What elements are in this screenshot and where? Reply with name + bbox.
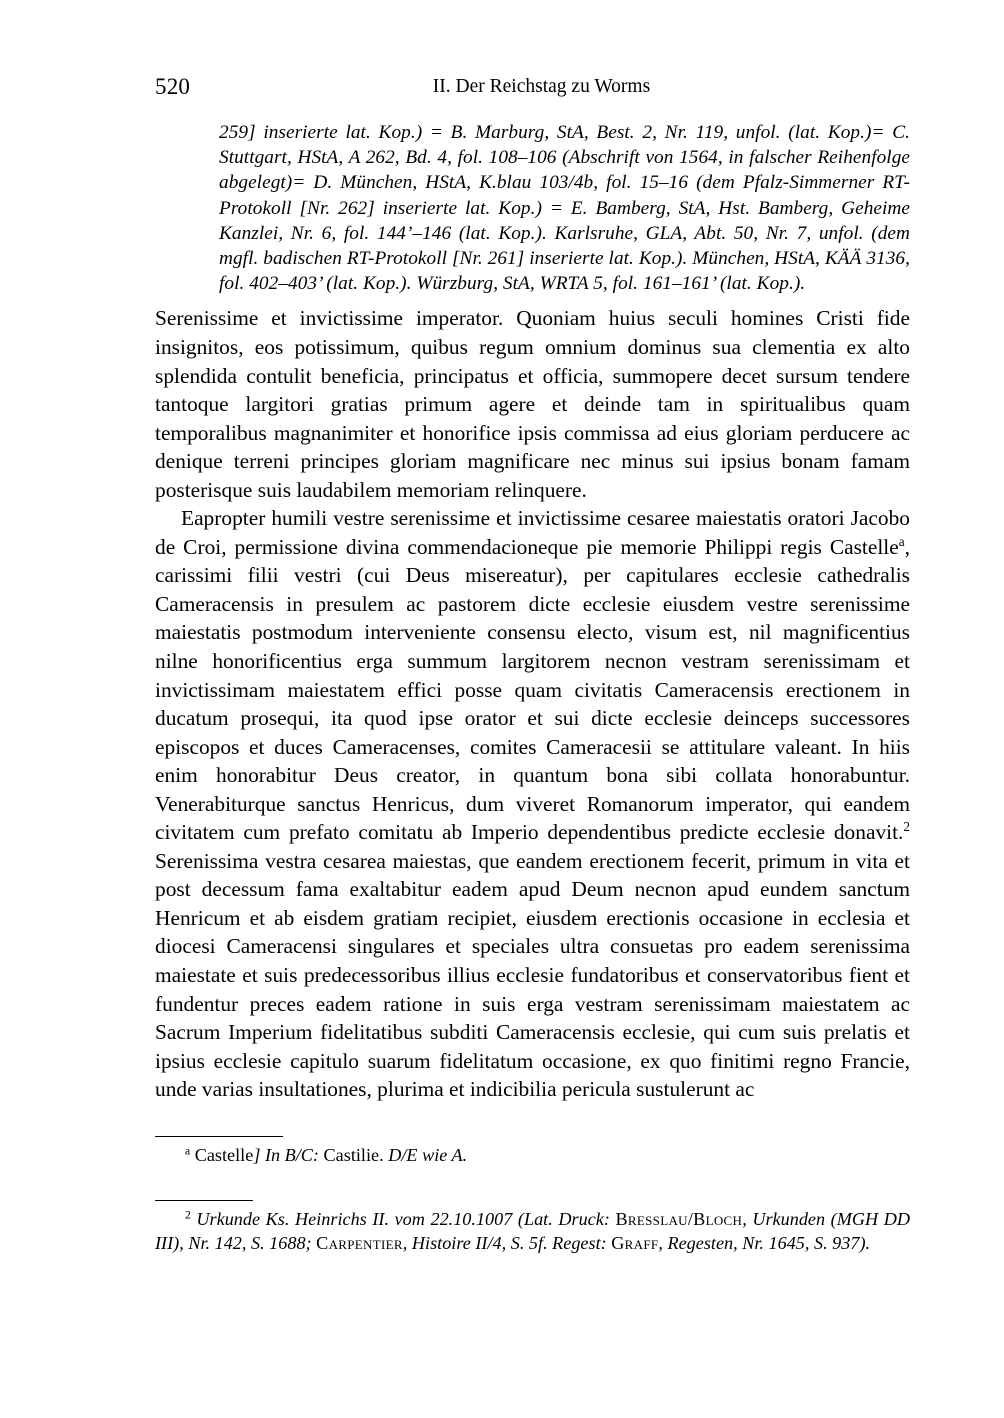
paragraph-eapropter-part-1: Eapropter humili vestre serenissime et invictissime cesaree maiestatis oratori Jacobo de Croi, permissione divina commendacioneque pie memorie Philippi regis Castelle [155, 506, 910, 559]
footnote-author-carpentier: Carpentier [316, 1232, 403, 1253]
variant-note-a [155, 1144, 910, 1168]
paragraph-serenissime: Serenissime et invictissime imperator. Quoniam huius seculi homines Cristi fide insignitos, eos potissimum, quibus regum omnium dominus sua clementia ex alto splendida contulit beneficia, principatus et officia, summopere decet sursum tendere tantoque largitori gratias primum agere et deinde tam in spiritualibus quam temporalibus magnanimiter et honorifice ipsis commissa ad eius gloriam perducere ac denique terreni principes gloriam magnificare nec minus sui ipsius bonam famam posterisque suis laudabilem memoriam relinquere. [155, 306, 910, 502]
footnote-segment-3: , Histoire II/4, S. 5f. Regest: [402, 1232, 607, 1253]
footnote-author-bresslau-bloch: Bresslau/Bloch [615, 1209, 743, 1229]
variant-note-lemma: Castelle [194, 1145, 254, 1165]
footnote-marker-2: 2 [903, 819, 910, 835]
paragraph-eapropter-part-2: , carissimi filii vestri (cui Deus misereatur), per capitulares ecclesie cathedralis Cameracensis in presulem ac pastorem dicte ecclesie eiusdem vestre serenissime maiestatis postmodum interveniente consensu electo, visum est, nil magnificentius nilne honorificentius erga summum largitorem necnon vestram serenissimam et invictissimam maiestatem effici posse quam civitatis Cameracensis erectionem in ducatum prosequi, ita quod ipse orator et sui dicte ecclesie deinceps successores episcopos et duces Cameracenses, comites Cameracesii se attitulare valeant. In hiis enim honorabitur Deus creator, in quantum bona sibi collata honorabuntur. Venerabiturque sanctus Henricus, dum viveret Romanorum imperator, qui eandem civitatem cum prefato comitatu ab Imperio dependentibus predicte ecclesie donavit. [155, 534, 910, 845]
variant-rule [155, 1136, 283, 1137]
running-title: II. Der Reichstag zu Worms [432, 76, 651, 97]
running-head [155, 74, 910, 100]
footnote-rule [155, 1200, 253, 1201]
footnote-author-graff: Graff [611, 1232, 659, 1253]
text-column [155, 120, 910, 1104]
variant-note-marker: a [185, 1144, 191, 1158]
footnote-segment-2: , Urkunden (MGH DD III), Nr. 142, S. 1688; [155, 1209, 911, 1253]
footnote-2 [155, 1208, 910, 1255]
footnote-segment-1: Urkunde Ks. Heinrichs II. vom 22.10.1007 (Lat. Druck: [196, 1209, 610, 1229]
footnote-segment-4: , Regesten, Nr. 1645, S. 937). [658, 1232, 871, 1253]
footnote-note-marker: 2 [185, 1208, 191, 1222]
variant-note-reading: Castilie. [323, 1145, 384, 1165]
variant-note-bracket: ] [253, 1145, 261, 1165]
page-number: 520 [155, 74, 191, 99]
paragraph-eapropter-part-3: Serenissima vestra cesarea maiestas, que eandem erectionem fecerit, primum in vita et post decessum fama exaltabitur eadem apud Deum necnon apud eundem sanctum Henricum et ab eisdem gratiam recipiet, eiusdem erectionis occasione in ecclesia et diocesi Cameracensi singulares et speciales ultra consuetas pro eadem serenissima maiestate et suis predecessoribus illius ecclesie fundatoribus et conservatoribus fient et fundentur preces eadem ratione in suis erga vestram serenissimam maiestatem ac Sacrum Imperium fidelitatibus subditi Cameracensis ecclesie, qui cum suis prelatis et ipsius ecclesie capitulo suarum fidelitatum occasione, ex quo finitimi regno Francie, unde varias insultationes, plurima et indicibilia pericula sustulerunt ac [155, 848, 910, 1102]
variant-note-tail: D/E wie A. [388, 1145, 468, 1165]
source-reference-block: 259] inserierte lat. Kop.) = B. Marburg, StA, Best. 2, Nr. 119, unfol. (lat. Kop.)= C. Stuttgart, HStA, A 262, Bd. 4, fol. 108–106 (Abschrift von 1564, in falscher Reihenfolge abgelegt)= D. München, HStA, K.blau 103/4b, fol. 15–16 (dem Pfalz-Simmerner RT-Protokoll [Nr. 262] inserierte lat. Kop.) = E. Bamberg, StA, Hst. Bamberg, Geheime Kanzlei, Nr. 6, fol. 144’–146 (lat. Kop.). Karlsruhe, GLA, Abt. 50, Nr. 7, unfol. (dem mgfl. badischen RT-Protokoll [Nr. 261] inserierte lat. Kop.). München, HStA, KÄÄ 3136, fol. 402–403’ (lat. Kop.). Würzburg, StA, WRTA 5, fol. 161–161’ (lat. Kop.). [219, 122, 910, 295]
variant-apparatus [155, 1136, 910, 1168]
variant-marker-a: a [898, 533, 905, 549]
variant-note-qualifier: In B/C: [264, 1145, 319, 1165]
paragraph-eapropter [155, 504, 910, 1103]
footnote-apparatus [155, 1200, 910, 1255]
